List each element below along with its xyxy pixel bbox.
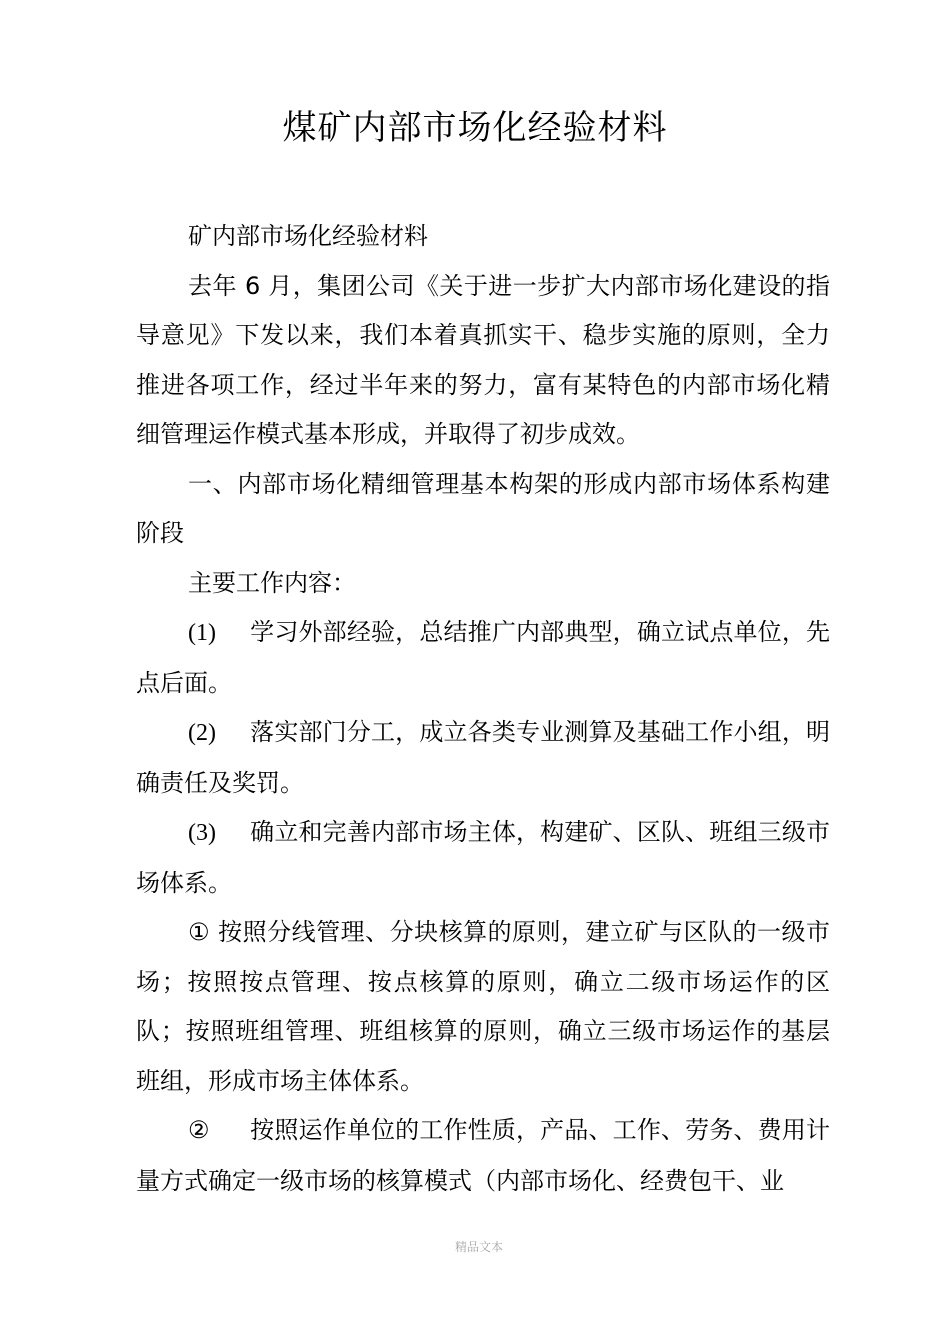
numbered-paragraph bbox=[136, 1106, 830, 1206]
numbered-paragraph bbox=[136, 608, 830, 708]
paragraph-text: 确立和完善内部市场主体，构建矿、区队、班组三级市场体系。 bbox=[136, 818, 830, 897]
paragraph bbox=[136, 262, 830, 460]
paragraph-text: 按照运作单位的工作性质，产品、工作、劳务、费用计量方式确定一级市场的核算模式（内部市场化、经费包干、业 bbox=[136, 1116, 830, 1195]
paragraph-text: ① 按照分线管理、分块核算的原则，建立矿与区队的一级市场；按照按点管理、按点核算的原则，确立二级市场运作的区队；按照班组管理、班组核算的原则，确立三级市场运作的基层班组，形成市场主体体系。 bbox=[136, 918, 830, 1095]
numbered-paragraph bbox=[136, 708, 830, 808]
document-title: 煤矿内部市场化经验材料 bbox=[282, 108, 668, 148]
paragraph-text: 矿内部市场化经验材料 bbox=[188, 222, 428, 250]
footer-watermark: 精品文本 bbox=[455, 1240, 504, 1254]
paragraph-number: (2) bbox=[188, 720, 216, 746]
numbered-paragraph bbox=[136, 808, 830, 908]
paragraph-number: (1) bbox=[188, 620, 216, 646]
paragraph-text: 一、内部市场化精细管理基本构架的形成内部市场体系构建阶段 bbox=[136, 469, 830, 547]
paragraph-text: 落实部门分工，成立各类专业测算及基础工作小组，明确责任及奖罚。 bbox=[136, 718, 830, 797]
paragraph bbox=[136, 908, 830, 1106]
paragraph-text: 学习外部经验，总结推广内部典型，确立试点单位，先点后面。 bbox=[136, 618, 830, 697]
paragraph-text: 去年 6 月，集团公司《关于进一步扩大内部市场化建设的指导意见》下发以来，我们本着真抓实干、稳步实施的原则，全力推进各项工作，经过半年来的努力，富有某特色的内部市场化精细管理运作模式基本形成，并取得了初步成效。 bbox=[136, 271, 830, 448]
paragraph-number: (3) bbox=[188, 820, 216, 846]
paragraph bbox=[136, 460, 830, 559]
paragraph-number: ② bbox=[188, 1118, 210, 1144]
paragraph-text: 主要工作内容： bbox=[188, 568, 356, 597]
paragraph bbox=[136, 559, 830, 609]
paragraph bbox=[136, 212, 830, 262]
document-body bbox=[136, 212, 830, 1206]
